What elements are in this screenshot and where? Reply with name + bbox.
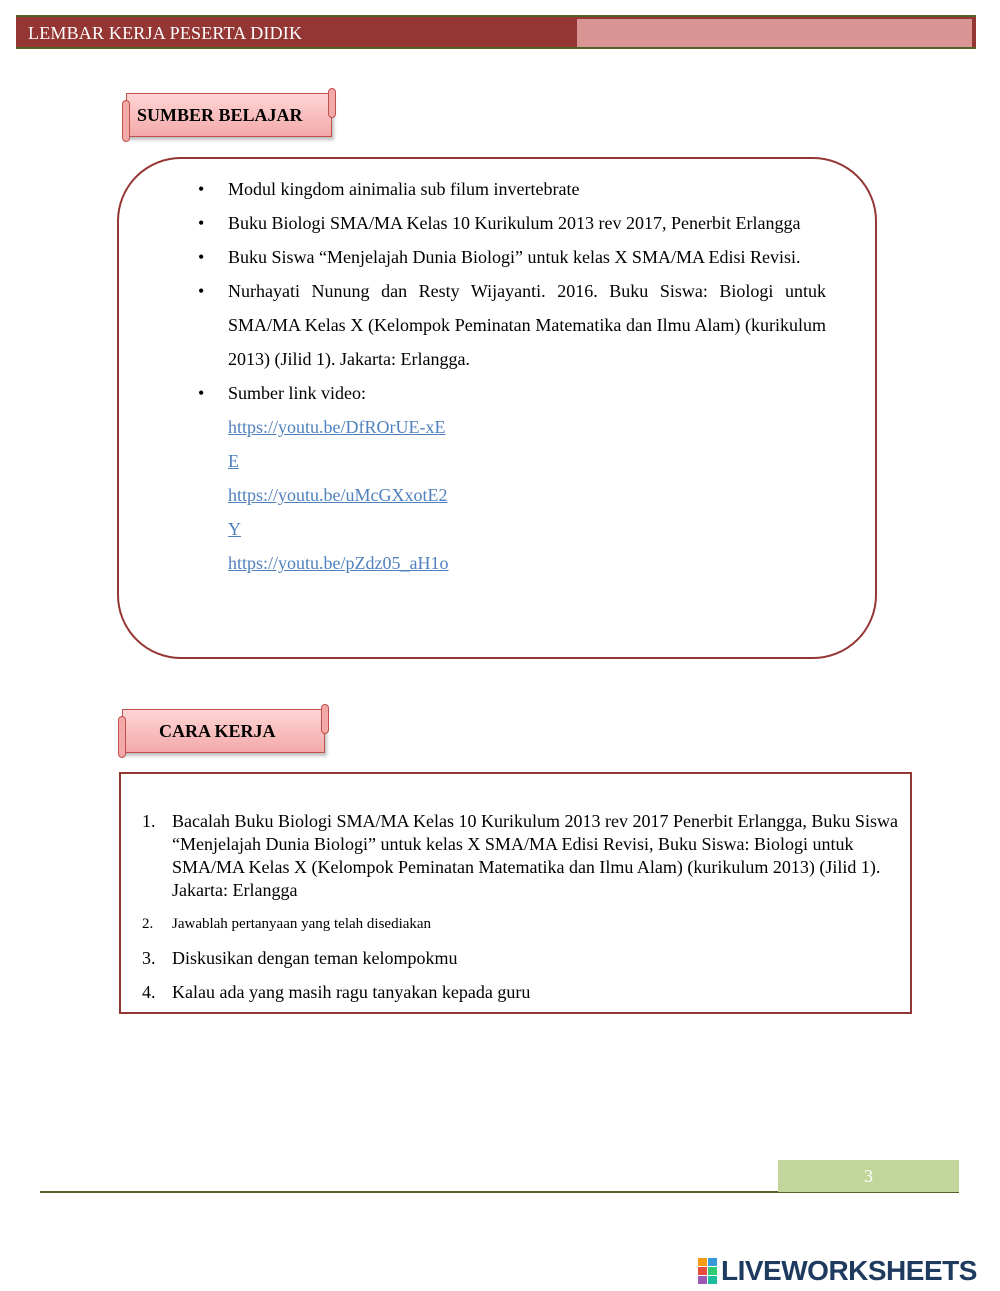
step-text: Kalau ada yang masih ragu tanyakan kepada guru	[172, 982, 531, 1002]
step-item	[138, 913, 903, 936]
step-text: Jawablah pertanyaan yang telah disediakan	[172, 916, 432, 932]
page-header	[16, 15, 976, 49]
list-item: • Nurhayati Nunung dan Resty Wijayanti. 2016. Buku Siswa: Biologi untuk SMA/MA Kelas X (Kelompok Peminatan Matematika dan Ilmu Alam) (kurikulum 2013) (Jilid 1). Jakarta: Erlangga.	[202, 274, 826, 376]
page-number: 3	[778, 1160, 959, 1192]
sumber-belajar-list	[202, 172, 826, 580]
header-title: LEMBAR KERJA PESERTA DIDIK	[28, 23, 303, 43]
liveworksheets-watermark	[698, 1255, 977, 1287]
scroll-curl-right	[321, 704, 329, 734]
video-link-3[interactable]: https://youtu.be/pZdz05_aH1o	[228, 553, 449, 573]
scroll-curl-left	[122, 100, 130, 142]
step-text: Diskusikan dengan teman kelompokmu	[172, 948, 458, 968]
step-number: 1.	[142, 811, 156, 831]
list-item: • Buku Biologi SMA/MA Kelas 10 Kurikulum 2013 rev 2017, Penerbit Erlangga	[202, 206, 826, 240]
video-link-1[interactable]: https://youtu.be/DfROrUE-xEE	[228, 417, 446, 471]
cara-kerja-heading-tab	[122, 709, 325, 753]
list-item: • Buku Siswa “Menjelajah Dunia Biologi” untuk kelas X SMA/MA Edisi Revisi.	[202, 240, 826, 274]
sumber-belajar-heading: SUMBER BELAJAR	[137, 105, 303, 125]
list-item-video-links	[202, 376, 826, 580]
liveworksheets-logo-icon	[698, 1258, 717, 1284]
step-item	[138, 981, 903, 1004]
sumber-belajar-heading-tab	[126, 93, 332, 137]
scroll-curl-right	[328, 88, 336, 118]
header-accent-band	[577, 19, 972, 47]
step-number: 4.	[142, 982, 156, 1002]
scroll-curl-left	[118, 716, 126, 758]
cara-kerja-steps	[138, 810, 903, 1015]
video-link-2[interactable]: https://youtu.be/uMcGXxotE2Y	[228, 485, 448, 539]
step-number: 3.	[142, 948, 156, 968]
list-item: • Modul kingdom ainimalia sub filum invertebrate	[202, 172, 826, 206]
step-item	[138, 810, 903, 902]
step-number: 2.	[142, 916, 154, 932]
watermark-text: LIVEWORKSHEETS	[721, 1255, 977, 1286]
video-links-label: Sumber link video:	[228, 383, 366, 403]
cara-kerja-heading: CARA KERJA	[159, 721, 276, 741]
step-item	[138, 947, 903, 970]
video-links	[228, 410, 450, 580]
step-text: Bacalah Buku Biologi SMA/MA Kelas 10 Kurikulum 2013 rev 2017 Penerbit Erlangga, Buku Siswa “Menjelajah Dunia Biologi” untuk kelas X SMA/MA Edisi Revisi, Buku Siswa: Biologi untuk SMA/MA Kelas X (Kelompok Peminatan Matematika dan Ilmu Alam) (kurikulum 2013) (Jilid 1). Jakarta: Erlangga	[172, 811, 898, 900]
